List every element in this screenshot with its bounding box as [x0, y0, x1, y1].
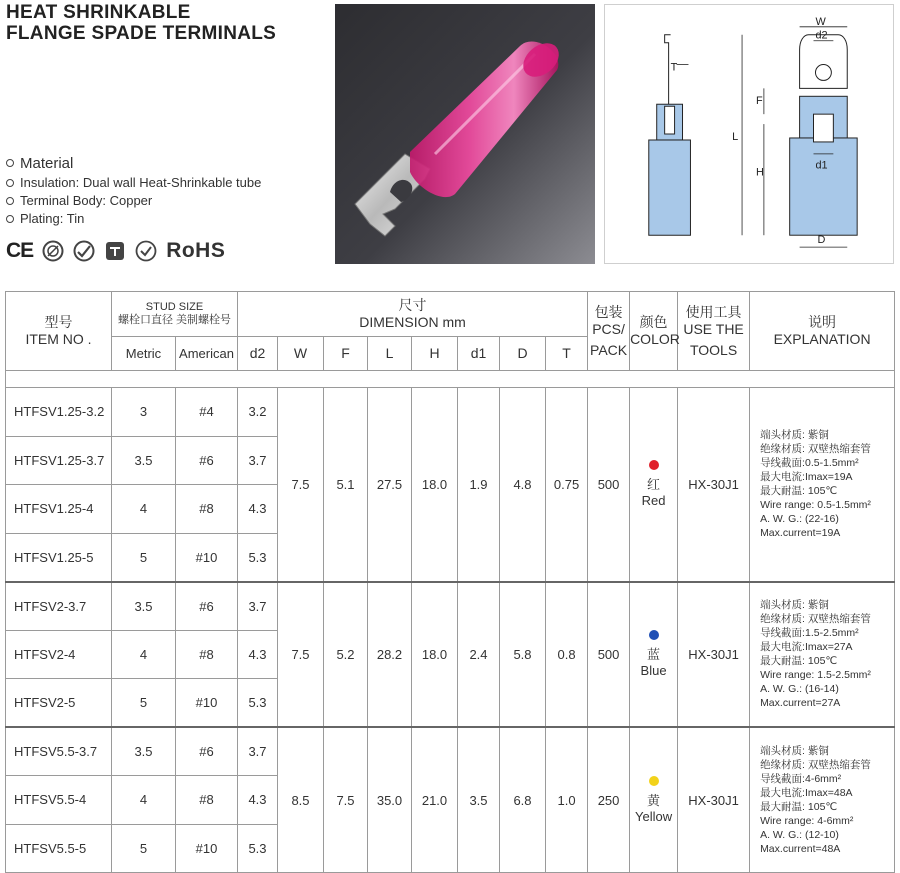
- explanation-line: 最大耐温: 105℃: [760, 655, 838, 668]
- explanation-line: 导线截面:1.5-2.5mm²: [760, 627, 859, 640]
- color-cell: [630, 388, 678, 582]
- d-cell: 5.8: [500, 582, 546, 728]
- rohs-mark: RoHS: [166, 239, 226, 262]
- f-cell: 7.5: [324, 727, 368, 873]
- color-name-en: Red: [641, 493, 666, 509]
- dim-label-d1: d1: [815, 159, 828, 172]
- american-cell: #6: [176, 436, 238, 485]
- table-row: [6, 582, 895, 631]
- header-t: T: [546, 337, 588, 371]
- material-item: Terminal Body: Copper: [6, 192, 261, 210]
- d2-cell: 4.3: [238, 630, 278, 679]
- d2-cell: 3.7: [238, 582, 278, 631]
- explanation-cell: [750, 388, 895, 582]
- d2-cell: 3.2: [238, 388, 278, 437]
- metric-cell: 4: [112, 776, 176, 825]
- d2-cell: 5.3: [238, 679, 278, 728]
- color-dot-icon: [649, 776, 659, 786]
- item-cell: HTFSV2-3.7: [6, 582, 112, 631]
- pack-cell: 500: [588, 582, 630, 728]
- item-cell: HTFSV1.25-4: [6, 485, 112, 534]
- material-list: [6, 154, 261, 228]
- explanation-line: 导线截面:0.5-1.5mm²: [760, 457, 859, 470]
- table-row: [6, 727, 895, 776]
- d2-cell: 3.7: [238, 436, 278, 485]
- dim-label-l: L: [732, 130, 739, 143]
- h-cell: 18.0: [412, 388, 458, 582]
- f-cell: 5.2: [324, 582, 368, 728]
- color-name-cn: 黄: [647, 793, 661, 808]
- metric-cell: 4: [112, 485, 176, 534]
- header-item: 型号 ITEM NO .: [6, 292, 112, 371]
- metric-cell: 5: [112, 679, 176, 728]
- item-cell: HTFSV2-5: [6, 679, 112, 728]
- item-cell: HTFSV5.5-3.7: [6, 727, 112, 776]
- explanation-line: A. W. G.: (12-10): [760, 829, 839, 841]
- tools-cell: HX-30J1: [678, 582, 750, 728]
- dim-label-d: D: [817, 234, 826, 247]
- metric-cell: 5: [112, 533, 176, 582]
- l-cell: 27.5: [368, 388, 412, 582]
- header-w: W: [278, 337, 324, 371]
- header-american: American: [176, 337, 238, 371]
- spec-table: [5, 291, 895, 873]
- pack-cell: 250: [588, 727, 630, 873]
- l-cell: 35.0: [368, 727, 412, 873]
- ccc-cert-icon: [42, 240, 64, 262]
- material-item: Insulation: Dual wall Heat-Shrinkable tube: [6, 174, 261, 192]
- metric-cell: 5: [112, 824, 176, 873]
- explanation-line: 绝缘材质: 双壁热缩套管: [760, 613, 871, 626]
- metric-cell: 3: [112, 388, 176, 437]
- item-cell: HTFSV1.25-3.7: [6, 436, 112, 485]
- explanation-line: Max.current=27A: [760, 697, 841, 710]
- tuv-cert-icon: [104, 240, 126, 262]
- w-cell: 7.5: [278, 582, 324, 728]
- header-h: H: [412, 337, 458, 371]
- d1-cell: 3.5: [458, 727, 500, 873]
- explanation-cell: [750, 727, 895, 873]
- material-item: Plating: Tin: [6, 210, 261, 228]
- certification-logos: [6, 236, 225, 266]
- explanation-line: 端头材质: 紫铜: [760, 745, 829, 757]
- item-cell: HTFSV1.25-3.2: [6, 388, 112, 437]
- header-explanation: 说明 EXPLANATION: [750, 292, 895, 371]
- metric-cell: 4: [112, 630, 176, 679]
- explanation-line: 绝缘材质: 双壁热缩套管: [760, 443, 871, 456]
- title-line-2: FLANGE SPADE TERMINALS: [6, 23, 277, 44]
- american-cell: #10: [176, 533, 238, 582]
- d2-cell: 4.3: [238, 776, 278, 825]
- bullet-icon: [6, 159, 14, 167]
- d1-cell: 1.9: [458, 388, 500, 582]
- header-stud-size: STUD SIZE 螺栓口直径 美制螺栓号: [112, 292, 238, 337]
- bullet-icon: [6, 197, 14, 205]
- material-heading: Material: [6, 154, 261, 174]
- item-cell: HTFSV2-4: [6, 630, 112, 679]
- dim-label-f: F: [755, 95, 763, 108]
- explanation-line: 绝缘材质: 双壁热缩套管: [760, 759, 871, 771]
- explanation-line: 导线截面:4-6mm²: [760, 773, 842, 785]
- header-pack: 包装 PCS/ PACK: [588, 292, 630, 371]
- explanation-line: 最大耐温: 105℃: [760, 485, 838, 498]
- d2-cell: 3.7: [238, 727, 278, 776]
- explanation-line: 最大电流:Imax=48A: [760, 787, 853, 799]
- explanation-line: 最大耐温: 105℃: [760, 801, 838, 813]
- explanation-line: A. W. G.: (22-16): [760, 513, 839, 526]
- d-cell: 4.8: [500, 388, 546, 582]
- american-cell: #4: [176, 388, 238, 437]
- d1-cell: 2.4: [458, 582, 500, 728]
- t-cell: 1.0: [546, 727, 588, 873]
- american-cell: #10: [176, 679, 238, 728]
- item-cell: HTFSV5.5-4: [6, 776, 112, 825]
- header-metric: Metric: [112, 337, 176, 371]
- dim-label-t: T: [670, 61, 678, 74]
- t-cell: 0.8: [546, 582, 588, 728]
- color-name-cn: 红: [647, 477, 661, 493]
- sgs-cert-icon: [135, 240, 157, 262]
- explanation-line: Wire range: 1.5-2.5mm²: [760, 669, 871, 682]
- explanation-line: 端头材质: 紫铜: [760, 599, 829, 612]
- l-cell: 28.2: [368, 582, 412, 728]
- explanation-line: Max.current=19A: [760, 527, 841, 540]
- page-title: [6, 2, 276, 44]
- title-line-1: HEAT SHRINKABLE: [6, 2, 191, 23]
- ce-mark: CE: [6, 239, 34, 262]
- f-cell: 5.1: [324, 388, 368, 582]
- explanation-line: 最大电流:Imax=27A: [760, 641, 853, 654]
- color-cell: [630, 582, 678, 728]
- iso-cert-icon: [73, 240, 95, 262]
- metric-cell: 3.5: [112, 436, 176, 485]
- header-f: F: [324, 337, 368, 371]
- american-cell: #8: [176, 776, 238, 825]
- american-cell: #6: [176, 582, 238, 631]
- metric-cell: 3.5: [112, 727, 176, 776]
- d2-cell: 4.3: [238, 485, 278, 534]
- american-cell: #8: [176, 485, 238, 534]
- american-cell: #8: [176, 630, 238, 679]
- dim-label-h: H: [755, 166, 764, 179]
- header-l: L: [368, 337, 412, 371]
- explanation-line: Wire range: 4-6mm²: [760, 815, 854, 827]
- header-d: D: [500, 337, 546, 371]
- header-d2: d2: [238, 337, 278, 371]
- dim-label-w: W: [815, 15, 826, 28]
- color-name-en: Blue: [640, 663, 667, 679]
- h-cell: 21.0: [412, 727, 458, 873]
- d2-cell: 5.3: [238, 824, 278, 873]
- metric-cell: 3.5: [112, 582, 176, 631]
- w-cell: 7.5: [278, 388, 324, 582]
- color-name-en: Yellow: [635, 809, 673, 824]
- explanation-line: Wire range: 0.5-1.5mm²: [760, 499, 871, 512]
- dim-label-d2: d2: [815, 29, 828, 42]
- explanation-line: 端头材质: 紫铜: [760, 429, 829, 442]
- color-dot-icon: [649, 630, 659, 640]
- d2-cell: 5.3: [238, 533, 278, 582]
- pack-cell: 500: [588, 388, 630, 582]
- color-name-cn: 蓝: [647, 647, 661, 663]
- explanation-line: Max.current=48A: [760, 843, 841, 855]
- explanation-line: A. W. G.: (16-14): [760, 683, 839, 696]
- header-d1: d1: [458, 337, 500, 371]
- color-cell: [630, 727, 678, 873]
- header-dimension: 尺寸 DIMENSION mm: [238, 292, 588, 337]
- bullet-icon: [6, 215, 14, 223]
- header-color: 颜色 COLOR: [630, 292, 678, 371]
- explanation-line: 最大电流:Imax=19A: [760, 471, 853, 484]
- w-cell: 8.5: [278, 727, 324, 873]
- product-photo: [335, 4, 595, 264]
- american-cell: #10: [176, 824, 238, 873]
- item-cell: HTFSV1.25-5: [6, 533, 112, 582]
- color-dot-icon: [649, 460, 659, 470]
- american-cell: #6: [176, 727, 238, 776]
- tools-cell: HX-30J1: [678, 727, 750, 873]
- tools-cell: HX-30J1: [678, 388, 750, 582]
- dimension-diagram: [604, 4, 894, 264]
- h-cell: 18.0: [412, 582, 458, 728]
- explanation-cell: [750, 582, 895, 728]
- header-tools: 使用工具 USE THE TOOLS: [678, 292, 750, 371]
- table-row: [6, 388, 895, 437]
- bullet-icon: [6, 179, 14, 187]
- t-cell: 0.75: [546, 388, 588, 582]
- d-cell: 6.8: [500, 727, 546, 873]
- item-cell: HTFSV5.5-5: [6, 824, 112, 873]
